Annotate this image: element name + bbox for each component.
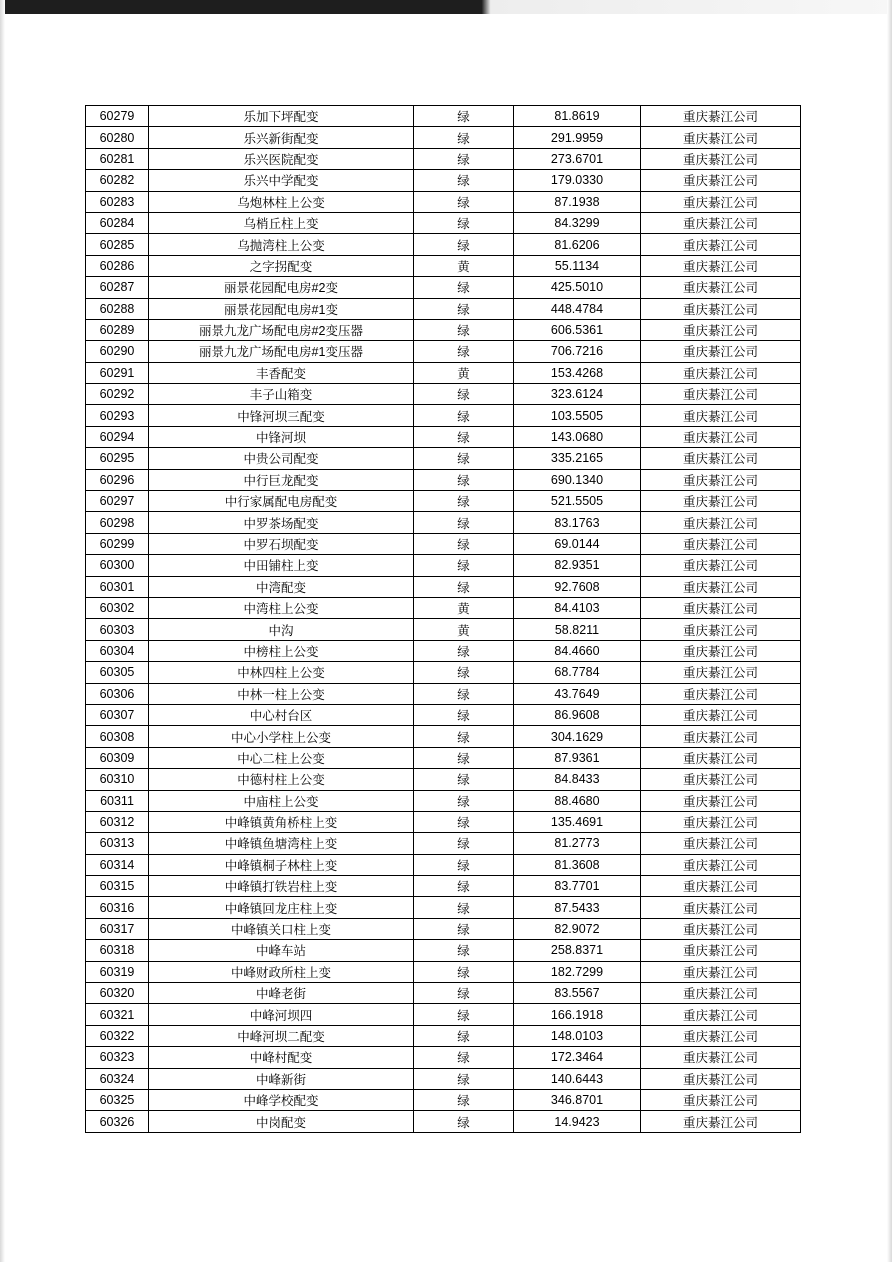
table-row <box>86 469 801 490</box>
cell-company: 重庆綦江公司 <box>641 448 801 469</box>
cell-id: 60308 <box>86 726 149 747</box>
cell-name: 乌炮林柱上公变 <box>149 191 414 212</box>
cell-id: 60294 <box>86 426 149 447</box>
table-row <box>86 384 801 405</box>
cell-value: 521.5505 <box>514 491 641 512</box>
cell-company: 重庆綦江公司 <box>641 769 801 790</box>
cell-value: 82.9351 <box>514 555 641 576</box>
cell-id: 60324 <box>86 1068 149 1089</box>
cell-name: 中榜柱上公变 <box>149 640 414 661</box>
table-row <box>86 576 801 597</box>
cell-status: 绿 <box>414 277 514 298</box>
table-row <box>86 1047 801 1068</box>
cell-value: 83.7701 <box>514 876 641 897</box>
cell-value: 448.4784 <box>514 298 641 319</box>
cell-company: 重庆綦江公司 <box>641 619 801 640</box>
table-row <box>86 833 801 854</box>
cell-status: 黄 <box>414 597 514 618</box>
cell-id: 60285 <box>86 234 149 255</box>
cell-name: 中湾柱上公变 <box>149 597 414 618</box>
cell-status: 绿 <box>414 1025 514 1046</box>
cell-id: 60313 <box>86 833 149 854</box>
cell-id: 60310 <box>86 769 149 790</box>
cell-company: 重庆綦江公司 <box>641 426 801 447</box>
cell-status: 绿 <box>414 491 514 512</box>
table-row <box>86 940 801 961</box>
cell-company: 重庆綦江公司 <box>641 662 801 683</box>
cell-name: 中峰学校配变 <box>149 1089 414 1110</box>
cell-status: 黄 <box>414 619 514 640</box>
cell-status: 绿 <box>414 683 514 704</box>
cell-status: 绿 <box>414 811 514 832</box>
cell-value: 143.0680 <box>514 426 641 447</box>
cell-name: 中锋河坝 <box>149 426 414 447</box>
table-row <box>86 533 801 554</box>
cell-value: 83.5567 <box>514 983 641 1004</box>
cell-id: 60312 <box>86 811 149 832</box>
table-row <box>86 512 801 533</box>
cell-value: 43.7649 <box>514 683 641 704</box>
cell-value: 58.8211 <box>514 619 641 640</box>
cell-status: 绿 <box>414 833 514 854</box>
cell-name: 中峰镇鱼塘湾柱上变 <box>149 833 414 854</box>
cell-value: 690.1340 <box>514 469 641 490</box>
cell-company: 重庆綦江公司 <box>641 234 801 255</box>
cell-company: 重庆綦江公司 <box>641 640 801 661</box>
cell-name: 中锋河坝三配变 <box>149 405 414 426</box>
cell-status: 绿 <box>414 341 514 362</box>
cell-status: 绿 <box>414 106 514 127</box>
cell-company: 重庆綦江公司 <box>641 1025 801 1046</box>
cell-company: 重庆綦江公司 <box>641 512 801 533</box>
table-row <box>86 234 801 255</box>
cell-name: 中沟 <box>149 619 414 640</box>
cell-value: 82.9072 <box>514 918 641 939</box>
cell-company: 重庆綦江公司 <box>641 341 801 362</box>
cell-company: 重庆綦江公司 <box>641 940 801 961</box>
cell-id: 60283 <box>86 191 149 212</box>
table-row <box>86 319 801 340</box>
cell-id: 60309 <box>86 747 149 768</box>
cell-value: 148.0103 <box>514 1025 641 1046</box>
cell-status: 绿 <box>414 148 514 169</box>
cell-company: 重庆綦江公司 <box>641 405 801 426</box>
cell-value: 84.4660 <box>514 640 641 661</box>
cell-company: 重庆綦江公司 <box>641 555 801 576</box>
table-row <box>86 1111 801 1132</box>
cell-status: 绿 <box>414 191 514 212</box>
cell-status: 绿 <box>414 876 514 897</box>
cell-company: 重庆綦江公司 <box>641 876 801 897</box>
cell-name: 乐兴医院配变 <box>149 148 414 169</box>
cell-status: 绿 <box>414 961 514 982</box>
cell-status: 绿 <box>414 790 514 811</box>
cell-status: 绿 <box>414 319 514 340</box>
cell-name: 中贵公司配变 <box>149 448 414 469</box>
page-edge-right <box>887 0 892 1262</box>
cell-name: 丽景九龙广场配电房#1变压器 <box>149 341 414 362</box>
cell-name: 丽景九龙广场配电房#2变压器 <box>149 319 414 340</box>
table-row <box>86 1068 801 1089</box>
cell-id: 60306 <box>86 683 149 704</box>
cell-company: 重庆綦江公司 <box>641 127 801 148</box>
cell-name: 中行家属配电房配变 <box>149 491 414 512</box>
cell-name: 之字拐配变 <box>149 255 414 276</box>
cell-company: 重庆綦江公司 <box>641 298 801 319</box>
cell-company: 重庆綦江公司 <box>641 277 801 298</box>
cell-id: 60317 <box>86 918 149 939</box>
cell-name: 中峰河坝二配变 <box>149 1025 414 1046</box>
cell-id: 60293 <box>86 405 149 426</box>
cell-name: 中心村台区 <box>149 704 414 725</box>
cell-name: 中湾配变 <box>149 576 414 597</box>
cell-status: 绿 <box>414 747 514 768</box>
cell-company: 重庆綦江公司 <box>641 897 801 918</box>
cell-company: 重庆綦江公司 <box>641 1068 801 1089</box>
cell-name: 乌抛湾柱上公变 <box>149 234 414 255</box>
cell-company: 重庆綦江公司 <box>641 833 801 854</box>
cell-id: 60304 <box>86 640 149 661</box>
cell-value: 346.8701 <box>514 1089 641 1110</box>
cell-id: 60295 <box>86 448 149 469</box>
cell-company: 重庆綦江公司 <box>641 576 801 597</box>
cell-status: 绿 <box>414 854 514 875</box>
table-row <box>86 341 801 362</box>
cell-status: 绿 <box>414 405 514 426</box>
cell-value: 68.7784 <box>514 662 641 683</box>
table-row <box>86 106 801 127</box>
cell-value: 84.4103 <box>514 597 641 618</box>
cell-status: 绿 <box>414 448 514 469</box>
cell-value: 87.1938 <box>514 191 641 212</box>
cell-id: 60326 <box>86 1111 149 1132</box>
table-row <box>86 662 801 683</box>
cell-company: 重庆綦江公司 <box>641 469 801 490</box>
table-row <box>86 555 801 576</box>
cell-id: 60282 <box>86 170 149 191</box>
table-row <box>86 918 801 939</box>
cell-value: 103.5505 <box>514 405 641 426</box>
cell-value: 87.9361 <box>514 747 641 768</box>
table-row <box>86 170 801 191</box>
cell-id: 60322 <box>86 1025 149 1046</box>
table-row <box>86 790 801 811</box>
cell-company: 重庆綦江公司 <box>641 255 801 276</box>
table-row <box>86 640 801 661</box>
table-row <box>86 298 801 319</box>
cell-company: 重庆綦江公司 <box>641 491 801 512</box>
cell-id: 60303 <box>86 619 149 640</box>
cell-name: 中田铺柱上变 <box>149 555 414 576</box>
cell-id: 60287 <box>86 277 149 298</box>
cell-id: 60315 <box>86 876 149 897</box>
cell-name: 乐加下坪配变 <box>149 106 414 127</box>
cell-value: 81.8619 <box>514 106 641 127</box>
cell-id: 60319 <box>86 961 149 982</box>
cell-status: 绿 <box>414 1047 514 1068</box>
cell-company: 重庆綦江公司 <box>641 961 801 982</box>
cell-id: 60323 <box>86 1047 149 1068</box>
cell-id: 60314 <box>86 854 149 875</box>
cell-name: 中峰镇关口柱上变 <box>149 918 414 939</box>
cell-id: 60290 <box>86 341 149 362</box>
cell-company: 重庆綦江公司 <box>641 683 801 704</box>
cell-value: 69.0144 <box>514 533 641 554</box>
cell-company: 重庆綦江公司 <box>641 106 801 127</box>
cell-status: 绿 <box>414 298 514 319</box>
cell-status: 绿 <box>414 918 514 939</box>
table-row <box>86 769 801 790</box>
cell-company: 重庆綦江公司 <box>641 1111 801 1132</box>
cell-name: 中峰村配变 <box>149 1047 414 1068</box>
table-row <box>86 619 801 640</box>
cell-value: 179.0330 <box>514 170 641 191</box>
cell-name: 丰香配变 <box>149 362 414 383</box>
table-row <box>86 704 801 725</box>
cell-name: 中罗石坝配变 <box>149 533 414 554</box>
cell-status: 绿 <box>414 769 514 790</box>
table-row <box>86 148 801 169</box>
table-row <box>86 897 801 918</box>
cell-value: 706.7216 <box>514 341 641 362</box>
cell-value: 92.7608 <box>514 576 641 597</box>
cell-status: 绿 <box>414 469 514 490</box>
table-row <box>86 405 801 426</box>
cell-value: 182.7299 <box>514 961 641 982</box>
cell-value: 166.1918 <box>514 1004 641 1025</box>
cell-company: 重庆綦江公司 <box>641 983 801 1004</box>
table-row <box>86 448 801 469</box>
cell-status: 绿 <box>414 234 514 255</box>
cell-value: 84.8433 <box>514 769 641 790</box>
table-row <box>86 1089 801 1110</box>
cell-company: 重庆綦江公司 <box>641 747 801 768</box>
cell-status: 绿 <box>414 384 514 405</box>
cell-company: 重庆綦江公司 <box>641 1089 801 1110</box>
cell-status: 绿 <box>414 940 514 961</box>
cell-name: 丰子山箱变 <box>149 384 414 405</box>
cell-id: 60279 <box>86 106 149 127</box>
cell-value: 83.1763 <box>514 512 641 533</box>
table-row <box>86 1025 801 1046</box>
cell-value: 153.4268 <box>514 362 641 383</box>
cell-id: 60325 <box>86 1089 149 1110</box>
table-row <box>86 961 801 982</box>
cell-id: 60298 <box>86 512 149 533</box>
cell-company: 重庆綦江公司 <box>641 191 801 212</box>
cell-company: 重庆綦江公司 <box>641 170 801 191</box>
cell-id: 60301 <box>86 576 149 597</box>
cell-id: 60296 <box>86 469 149 490</box>
cell-name: 中心小学柱上公变 <box>149 726 414 747</box>
cell-status: 绿 <box>414 576 514 597</box>
cell-value: 55.1134 <box>514 255 641 276</box>
cell-status: 绿 <box>414 662 514 683</box>
table-row <box>86 747 801 768</box>
cell-status: 绿 <box>414 1004 514 1025</box>
cell-value: 335.2165 <box>514 448 641 469</box>
cell-name: 中罗茶场配变 <box>149 512 414 533</box>
table-row <box>86 854 801 875</box>
cell-company: 重庆綦江公司 <box>641 1004 801 1025</box>
cell-name: 丽景花园配电房#2变 <box>149 277 414 298</box>
cell-status: 绿 <box>414 704 514 725</box>
cell-name: 中峰镇黄角桥柱上变 <box>149 811 414 832</box>
cell-name: 中峰镇回龙庄柱上变 <box>149 897 414 918</box>
cell-id: 60318 <box>86 940 149 961</box>
cell-name: 中德村柱上公变 <box>149 769 414 790</box>
table-row <box>86 983 801 1004</box>
cell-id: 60281 <box>86 148 149 169</box>
cell-status: 绿 <box>414 897 514 918</box>
cell-value: 172.3464 <box>514 1047 641 1068</box>
cell-name: 中岗配变 <box>149 1111 414 1132</box>
cell-status: 绿 <box>414 1089 514 1110</box>
cell-value: 135.4691 <box>514 811 641 832</box>
cell-value: 291.9959 <box>514 127 641 148</box>
cell-id: 60300 <box>86 555 149 576</box>
cell-status: 黄 <box>414 362 514 383</box>
table-row <box>86 1004 801 1025</box>
cell-company: 重庆綦江公司 <box>641 319 801 340</box>
table-row <box>86 491 801 512</box>
cell-name: 乐兴新街配变 <box>149 127 414 148</box>
cell-value: 425.5010 <box>514 277 641 298</box>
cell-value: 606.5361 <box>514 319 641 340</box>
table-row <box>86 127 801 148</box>
cell-name: 中行巨龙配变 <box>149 469 414 490</box>
cell-id: 60321 <box>86 1004 149 1025</box>
cell-status: 绿 <box>414 170 514 191</box>
cell-name: 丽景花园配电房#1变 <box>149 298 414 319</box>
table-row <box>86 811 801 832</box>
cell-status: 绿 <box>414 512 514 533</box>
table-row <box>86 255 801 276</box>
cell-name: 乌梢丘柱上变 <box>149 212 414 233</box>
cell-id: 60288 <box>86 298 149 319</box>
table-row <box>86 876 801 897</box>
cell-name: 中庙柱上公变 <box>149 790 414 811</box>
cell-id: 60291 <box>86 362 149 383</box>
cell-status: 绿 <box>414 983 514 1004</box>
table-body <box>86 106 801 1133</box>
cell-value: 14.9423 <box>514 1111 641 1132</box>
cell-company: 重庆綦江公司 <box>641 854 801 875</box>
cell-value: 81.2773 <box>514 833 641 854</box>
cell-company: 重庆綦江公司 <box>641 790 801 811</box>
cell-company: 重庆綦江公司 <box>641 148 801 169</box>
cell-id: 60297 <box>86 491 149 512</box>
cell-id: 60289 <box>86 319 149 340</box>
cell-value: 86.9608 <box>514 704 641 725</box>
cell-company: 重庆綦江公司 <box>641 384 801 405</box>
cell-company: 重庆綦江公司 <box>641 811 801 832</box>
cell-value: 81.3608 <box>514 854 641 875</box>
table-row <box>86 362 801 383</box>
cell-company: 重庆綦江公司 <box>641 212 801 233</box>
transformer-load-table <box>85 105 801 1133</box>
cell-value: 88.4680 <box>514 790 641 811</box>
cell-status: 绿 <box>414 1068 514 1089</box>
table-row <box>86 726 801 747</box>
cell-status: 绿 <box>414 533 514 554</box>
cell-company: 重庆綦江公司 <box>641 597 801 618</box>
table-row <box>86 597 801 618</box>
table-row <box>86 426 801 447</box>
cell-id: 60284 <box>86 212 149 233</box>
cell-status: 绿 <box>414 127 514 148</box>
cell-name: 乐兴中学配变 <box>149 170 414 191</box>
table-row <box>86 277 801 298</box>
cell-name: 中峰镇桐子林柱上变 <box>149 854 414 875</box>
cell-status: 绿 <box>414 426 514 447</box>
cell-value: 87.5433 <box>514 897 641 918</box>
cell-name: 中心二柱上公变 <box>149 747 414 768</box>
cell-value: 304.1629 <box>514 726 641 747</box>
cell-company: 重庆綦江公司 <box>641 704 801 725</box>
cell-status: 绿 <box>414 212 514 233</box>
cell-id: 60302 <box>86 597 149 618</box>
cell-name: 中峰车站 <box>149 940 414 961</box>
cell-name: 中峰河坝四 <box>149 1004 414 1025</box>
cell-name: 中林四柱上公变 <box>149 662 414 683</box>
cell-name: 中林一柱上公变 <box>149 683 414 704</box>
cell-company: 重庆綦江公司 <box>641 1047 801 1068</box>
cell-value: 323.6124 <box>514 384 641 405</box>
cell-value: 140.6443 <box>514 1068 641 1089</box>
window-top-bar <box>0 0 892 14</box>
cell-id: 60311 <box>86 790 149 811</box>
cell-name: 中峰老街 <box>149 983 414 1004</box>
table-row <box>86 191 801 212</box>
page-edge-left <box>0 0 5 1262</box>
cell-status: 绿 <box>414 726 514 747</box>
cell-company: 重庆綦江公司 <box>641 726 801 747</box>
cell-status: 黄 <box>414 255 514 276</box>
cell-id: 60307 <box>86 704 149 725</box>
cell-company: 重庆綦江公司 <box>641 918 801 939</box>
cell-id: 60292 <box>86 384 149 405</box>
table-row <box>86 683 801 704</box>
table-row <box>86 212 801 233</box>
cell-name: 中峰财政所柱上变 <box>149 961 414 982</box>
cell-id: 60316 <box>86 897 149 918</box>
cell-name: 中峰镇打铁岩柱上变 <box>149 876 414 897</box>
cell-id: 60280 <box>86 127 149 148</box>
cell-value: 84.3299 <box>514 212 641 233</box>
cell-status: 绿 <box>414 555 514 576</box>
cell-id: 60305 <box>86 662 149 683</box>
cell-id: 60320 <box>86 983 149 1004</box>
cell-status: 绿 <box>414 640 514 661</box>
cell-value: 258.8371 <box>514 940 641 961</box>
cell-status: 绿 <box>414 1111 514 1132</box>
cell-name: 中峰新街 <box>149 1068 414 1089</box>
cell-value: 81.6206 <box>514 234 641 255</box>
cell-value: 273.6701 <box>514 148 641 169</box>
cell-id: 60299 <box>86 533 149 554</box>
cell-id: 60286 <box>86 255 149 276</box>
cell-company: 重庆綦江公司 <box>641 362 801 383</box>
cell-company: 重庆綦江公司 <box>641 533 801 554</box>
